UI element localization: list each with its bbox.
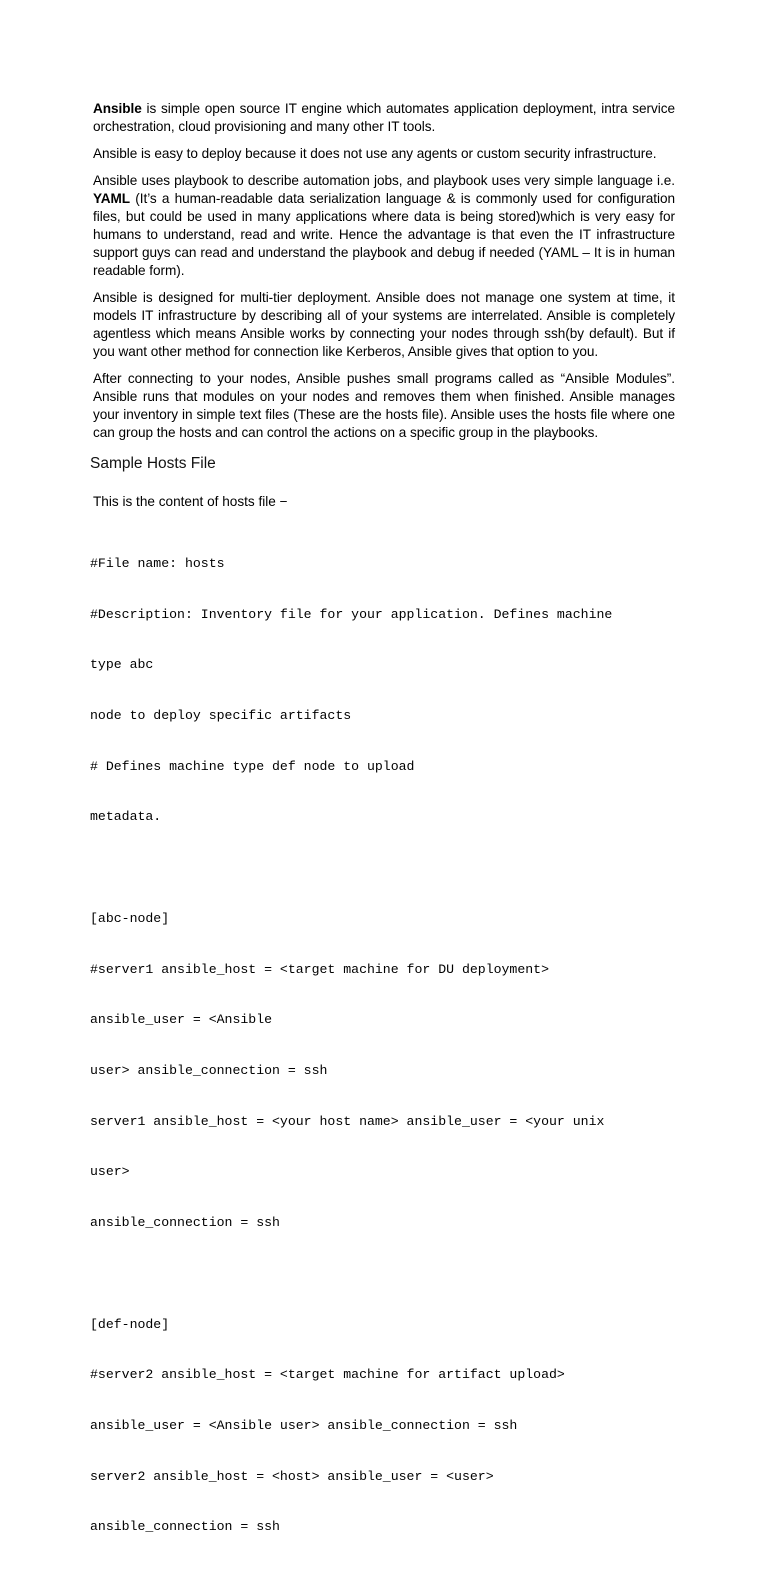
code-line: #File name: hosts [90, 555, 225, 571]
code-line: [abc-node] [90, 910, 170, 926]
code-line: user> ansible_connection = ssh [90, 1062, 328, 1078]
code-line: node to deploy specific artifacts [90, 707, 352, 723]
code-line: server1 ansible_host = <your host name> ansible_user = <your unix [90, 1113, 605, 1129]
document-body [90, 100, 675, 1570]
code-line [90, 1266, 675, 1283]
hosts-file-intro: This is the content of hosts file − [93, 494, 288, 509]
code-line: ansible_connection = ssh [90, 1519, 280, 1535]
paragraph-easy-deploy [93, 145, 675, 163]
code-line: server2 ansible_host = <host> ansible_user = <user> [90, 1468, 494, 1484]
code-line: type abc [90, 657, 154, 673]
code-line: ansible_user = <Ansible user> ansible_connection = ssh [90, 1418, 518, 1433]
code-line: #server1 ansible_host = <target machine for DU deployment> [90, 961, 549, 977]
code-line: ansible_user = <Ansible [90, 1012, 273, 1028]
section-heading: Sample Hosts File [90, 455, 216, 472]
paragraph-playbook-yaml [93, 172, 675, 280]
paragraph-ansible-intro [93, 100, 675, 136]
paragraph-text: is simple open source IT engine which automates application deployment, intra service orchestration, cloud provisioning and many other IT tools. [93, 101, 675, 134]
paragraph-multi-tier [93, 289, 675, 361]
bold-term-yaml: YAML [93, 191, 131, 206]
paragraph-modules [93, 370, 675, 442]
paragraph-text: Ansible is designed for multi-tier deployment. Ansible does not manage one system at time, it models IT infrastructure by describing all of your systems are interrelated. Ansible is completely agentless which means Ansible works by connecting your nodes through ssh(by default). But if you want other method for connection like Kerberos, Ansible gives that option to you. [93, 290, 675, 359]
code-line: user> [90, 1164, 130, 1180]
code-line [90, 860, 675, 877]
bold-term-ansible: Ansible [93, 101, 142, 116]
paragraph-text: Ansible uses playbook to describe automation jobs, and playbook uses very simple language i.e. [93, 173, 675, 188]
code-line: # Defines machine type def node to upload [90, 758, 415, 774]
paragraph-text: Ansible is easy to deploy because it does not use any agents or custom security infrastructure. [93, 146, 657, 161]
code-line: #Description: Inventory file for your application. Defines machine [90, 606, 613, 622]
paragraph-text: (It’s a human-readable data serialization language & is commonly used for configuration files, but could be used in many applications where data is being stored)which is very easy for humans to understand, read and write. Hence the advantage is that even the IT infrastructure support guys can read and understand the playbook and debug if needed (YAML – It is in human readable form). [93, 191, 675, 278]
hosts-file-code-block [90, 522, 675, 1570]
code-line: ansible_connection = ssh [90, 1215, 280, 1231]
paragraph-text: After connecting to your nodes, Ansible pushes small programs called as “Ansible Modules”. Ansible runs that modules on your nodes and removes them when finished. Ansible manages your inventory in simple text files (These are the hosts file). Ansible uses the hosts file where one can group the hosts and can control the actions on a specific group in the playbooks. [93, 371, 675, 440]
code-line: [def-node] [90, 1316, 170, 1332]
code-line: #server2 ansible_host = <target machine for artifact upload> [90, 1367, 565, 1383]
code-line: metadata. [90, 809, 162, 825]
